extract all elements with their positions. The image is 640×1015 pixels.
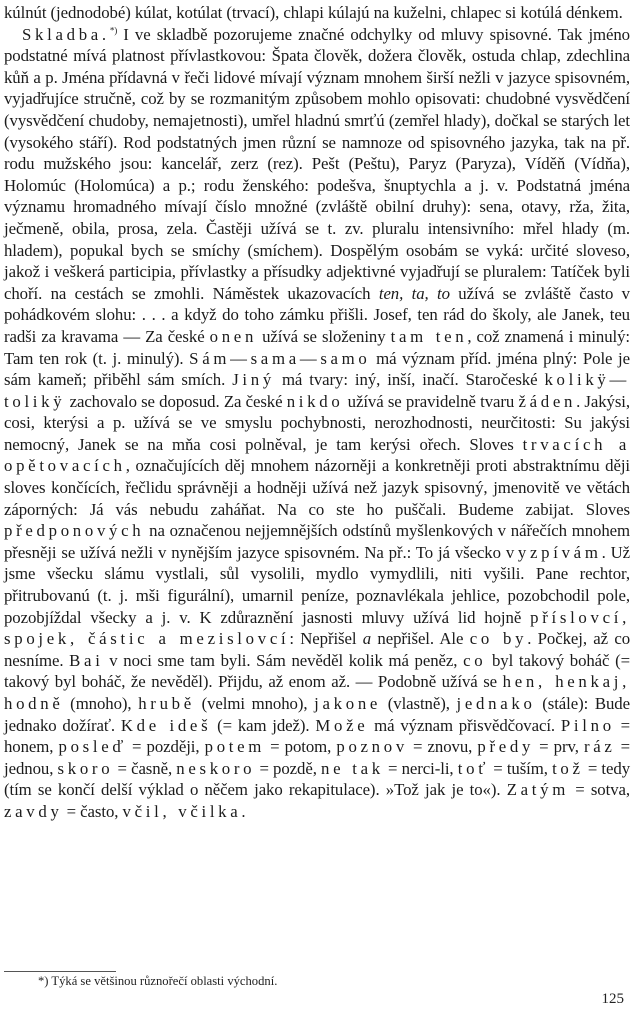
text-run: = nerci-li, (383, 758, 458, 778)
text-run: (velmi mnoho), (194, 694, 315, 713)
text-run: = honem, (4, 715, 630, 757)
text-run: = později, (126, 737, 205, 757)
text-run: , označujících děj mnohem názorněji a konkretněji proti abstraktnímu ději sloves končících, řečlidu správněji a hodněji užívá než jazyk spisovný, jmenovitě ve větách záporných: Já vás nebudu zaháňat. Na co ste ho puščali. Budeme zabijat. Sloves (4, 456, 630, 519)
text-run: kúlnút (jednodobé) kúlat, kotúlat (trvací), chlapi kúlajú na kuželni, chlapec si kotúlá dénkem. (4, 3, 623, 22)
text-run: = znovu, (407, 737, 478, 757)
text-run: užívá se složeniny (257, 326, 391, 346)
text-run: I ve skladbě pozorujeme značné odchylky od mluvy spisovné. Tak jméno podstatné mívá platnost přívlastkovou: Špata člověk, dožera člověk, ostuda chlap, zdechlina kůň a p. Jména přídavná v řeči lidové mívají význam mnohem širší nežli v jazyce spisovném, vyjadřujíce stručně, což by se rozmanitým způsobem mohlo opisovati: chudobné vysvědčení (vysvědčení chudoby, nemajetnosti), umřel hladnú smrťú (zemřel hlady), dočkal se starých let (vysokého stáří). Rod podstatných jmen různí se namnoze od spisovného jazyka, tak na př. rodu mužského jsou: kancelář, zerz (rez). Pešt (Peštu), Paryz (Paryza), Víděň (Vídňa), Holomúc (Holomúca) a p.; rodu ženského: podešva, šnuptychla a j. v. Podstatná jména významu hromadného mívají číslo množné (zvláště obilní druhy): sena, otavy, rža, žita, ječmeně, obila, prosa, zela. Častěji užívá se t. zv. pluralu intensivního: mřel hlady (m. hladem), popukal bych se smíchy (smíchem). Dospělým osobám se vyká: určité sloveso, jakož i veškerá participia, přívlastky a přísudky adjektivné vyjadřují se pluralem: Tatíček byli choří. na cestách se zmohli. Náměstek ukazovacích (4, 24, 630, 303)
emphasized-term: jakone (314, 694, 382, 713)
text-run: . (241, 801, 246, 821)
italic-term: a (362, 629, 372, 649)
emphasized-term: hen, henkaj, hodně (4, 672, 630, 713)
emphasized-term: Skladba. (22, 24, 110, 44)
paragraph (4, 2, 630, 24)
emphasized-term: předponových (4, 521, 145, 541)
emphasized-term: ne tak (321, 758, 384, 778)
emphasized-term: ráz (583, 737, 616, 757)
emphasized-term: jednako (456, 694, 536, 713)
text-run: (vlastně), (381, 694, 457, 713)
body-text (4, 2, 630, 823)
text-run: (mnoho), (63, 694, 139, 713)
footnote-divider (4, 971, 116, 972)
text-run: = tedy (tím se končí delší výklad o něčem jako rekapitulace). »Tož jak je to«). (4, 758, 631, 800)
emphasized-term: hrubě (138, 694, 195, 713)
footnote: *) Týká se většinou různořečí oblasti východní. (38, 974, 278, 988)
emphasized-term: Bai (69, 650, 104, 670)
text-run: . Počkej, až co nesníme. (4, 629, 631, 670)
emphasized-term: vyzpívám (505, 542, 602, 562)
text-run: = potom, (265, 737, 337, 757)
text-run: (= kam jdež). (211, 715, 316, 735)
emphasized-term: Pilno (560, 715, 615, 735)
emphasized-term: tam ten (390, 326, 468, 346)
text-run: byl takový boháč (= takový byl boháč, že nevěděl). Přijdu, až enom až. — Podobně užívá se (4, 650, 630, 692)
text-run: , což znamená i minulý: Tam ten rok (t. j. minulý). (4, 326, 631, 368)
page-number: 125 (601, 991, 624, 1007)
text-run: užívá se zvláště často v pohádkovém slohu: . . . a když do toho zámku přišli. Josef, ten rád do školy, ale Janek, teu radši za kravama — Za české (4, 283, 630, 346)
emphasized-term: tož (552, 758, 584, 778)
emphasized-term: poznov (336, 737, 408, 757)
text-run: má význam příd. jména plný: Pole je sám kameň; přiběhl sám smích. (4, 348, 630, 390)
emphasized-term: zavdy (4, 801, 63, 821)
text-run: = jednou, (4, 737, 631, 778)
text-run: = pozdě, (255, 758, 322, 778)
emphasized-term: Jiný (232, 370, 275, 390)
text-run: (stále): Bude jednako dožírať. (4, 694, 630, 735)
text-run: zachovalo se doposud. Za české (65, 391, 287, 411)
emphasized-term: toť (457, 758, 490, 778)
italic-term: ten, ta, to (378, 283, 450, 303)
emphasized-term: onen (209, 326, 258, 346)
paragraph (4, 24, 630, 823)
emphasized-term: skoro (57, 758, 114, 778)
text-run: = tuším, (489, 758, 553, 778)
text-run: = často, (62, 801, 123, 821)
emphasized-term: co (463, 650, 487, 670)
emphasized-term: posleď (58, 737, 127, 757)
emphasized-term: trvacích a opětovacích (4, 434, 630, 476)
emphasized-term: předy (477, 737, 535, 757)
emphasized-term: co by (469, 629, 528, 649)
emphasized-term: kolikÿ—tolikÿ (4, 370, 630, 411)
text-run: = prv, (534, 737, 584, 757)
text-run: na označenou nejjemnějších odstínů myšlenkových v nářečích mnohem přesněji se užívá nežli v nynějším jazyce spisovném. Na př.: To já všecko (4, 521, 630, 562)
text-run: nepřišel. Ale (371, 629, 470, 649)
emphasized-term: Kde ideš (120, 715, 212, 735)
footnote-marker: *) (109, 25, 118, 35)
emphasized-term: neskoro (176, 758, 256, 778)
text-run: . Jakýsi, cosi, kterýsi a p. užívá se ve smyslu pochybnosti, nerozhodnosti, neurčitosti: Su jakýsi nemocný, Janek se na mňa cosi polněval, je tam kerýsi ořech. Sloves (4, 391, 630, 454)
emphasized-term: Sám—sama—samo (189, 348, 371, 368)
text-run: v noci sme tam byli. Sám nevěděl kolik má peněz, (103, 650, 464, 670)
text-run: užívá se pravidelně tvaru (343, 391, 519, 411)
text-run: má význam přisvědčovací. (368, 715, 561, 735)
emphasized-term: včil, včilka (122, 801, 242, 821)
text-run: . Už jsme všecku slámu vystlali, sůl vysolili, mydlo vymydlili, niti vyšili. Pane rechtor, přitrubovanú (t. j. mši figurální), umarnil peníze, poznavlékala jehlice, pozobchodil pole, pozobjíždal všecky a j. v. K zdůraznění jasnosti mluvy užívá lid hojně (4, 542, 630, 627)
emphasized-term: příslovcí, spojek, částic a mezislovcí (4, 607, 630, 649)
emphasized-term: potem (204, 737, 266, 757)
text-run: = časně, (113, 758, 177, 778)
text-run: = sotva, (569, 780, 630, 800)
text-run: : Nepřišel (289, 629, 363, 649)
emphasized-term: žáden (518, 391, 577, 411)
emphasized-term: Zatým (506, 780, 570, 800)
emphasized-term: nikdo (286, 391, 344, 411)
text-run: má tvary: iný, inší, inačí. Staročeské (274, 370, 545, 390)
emphasized-term: Može (315, 715, 369, 735)
